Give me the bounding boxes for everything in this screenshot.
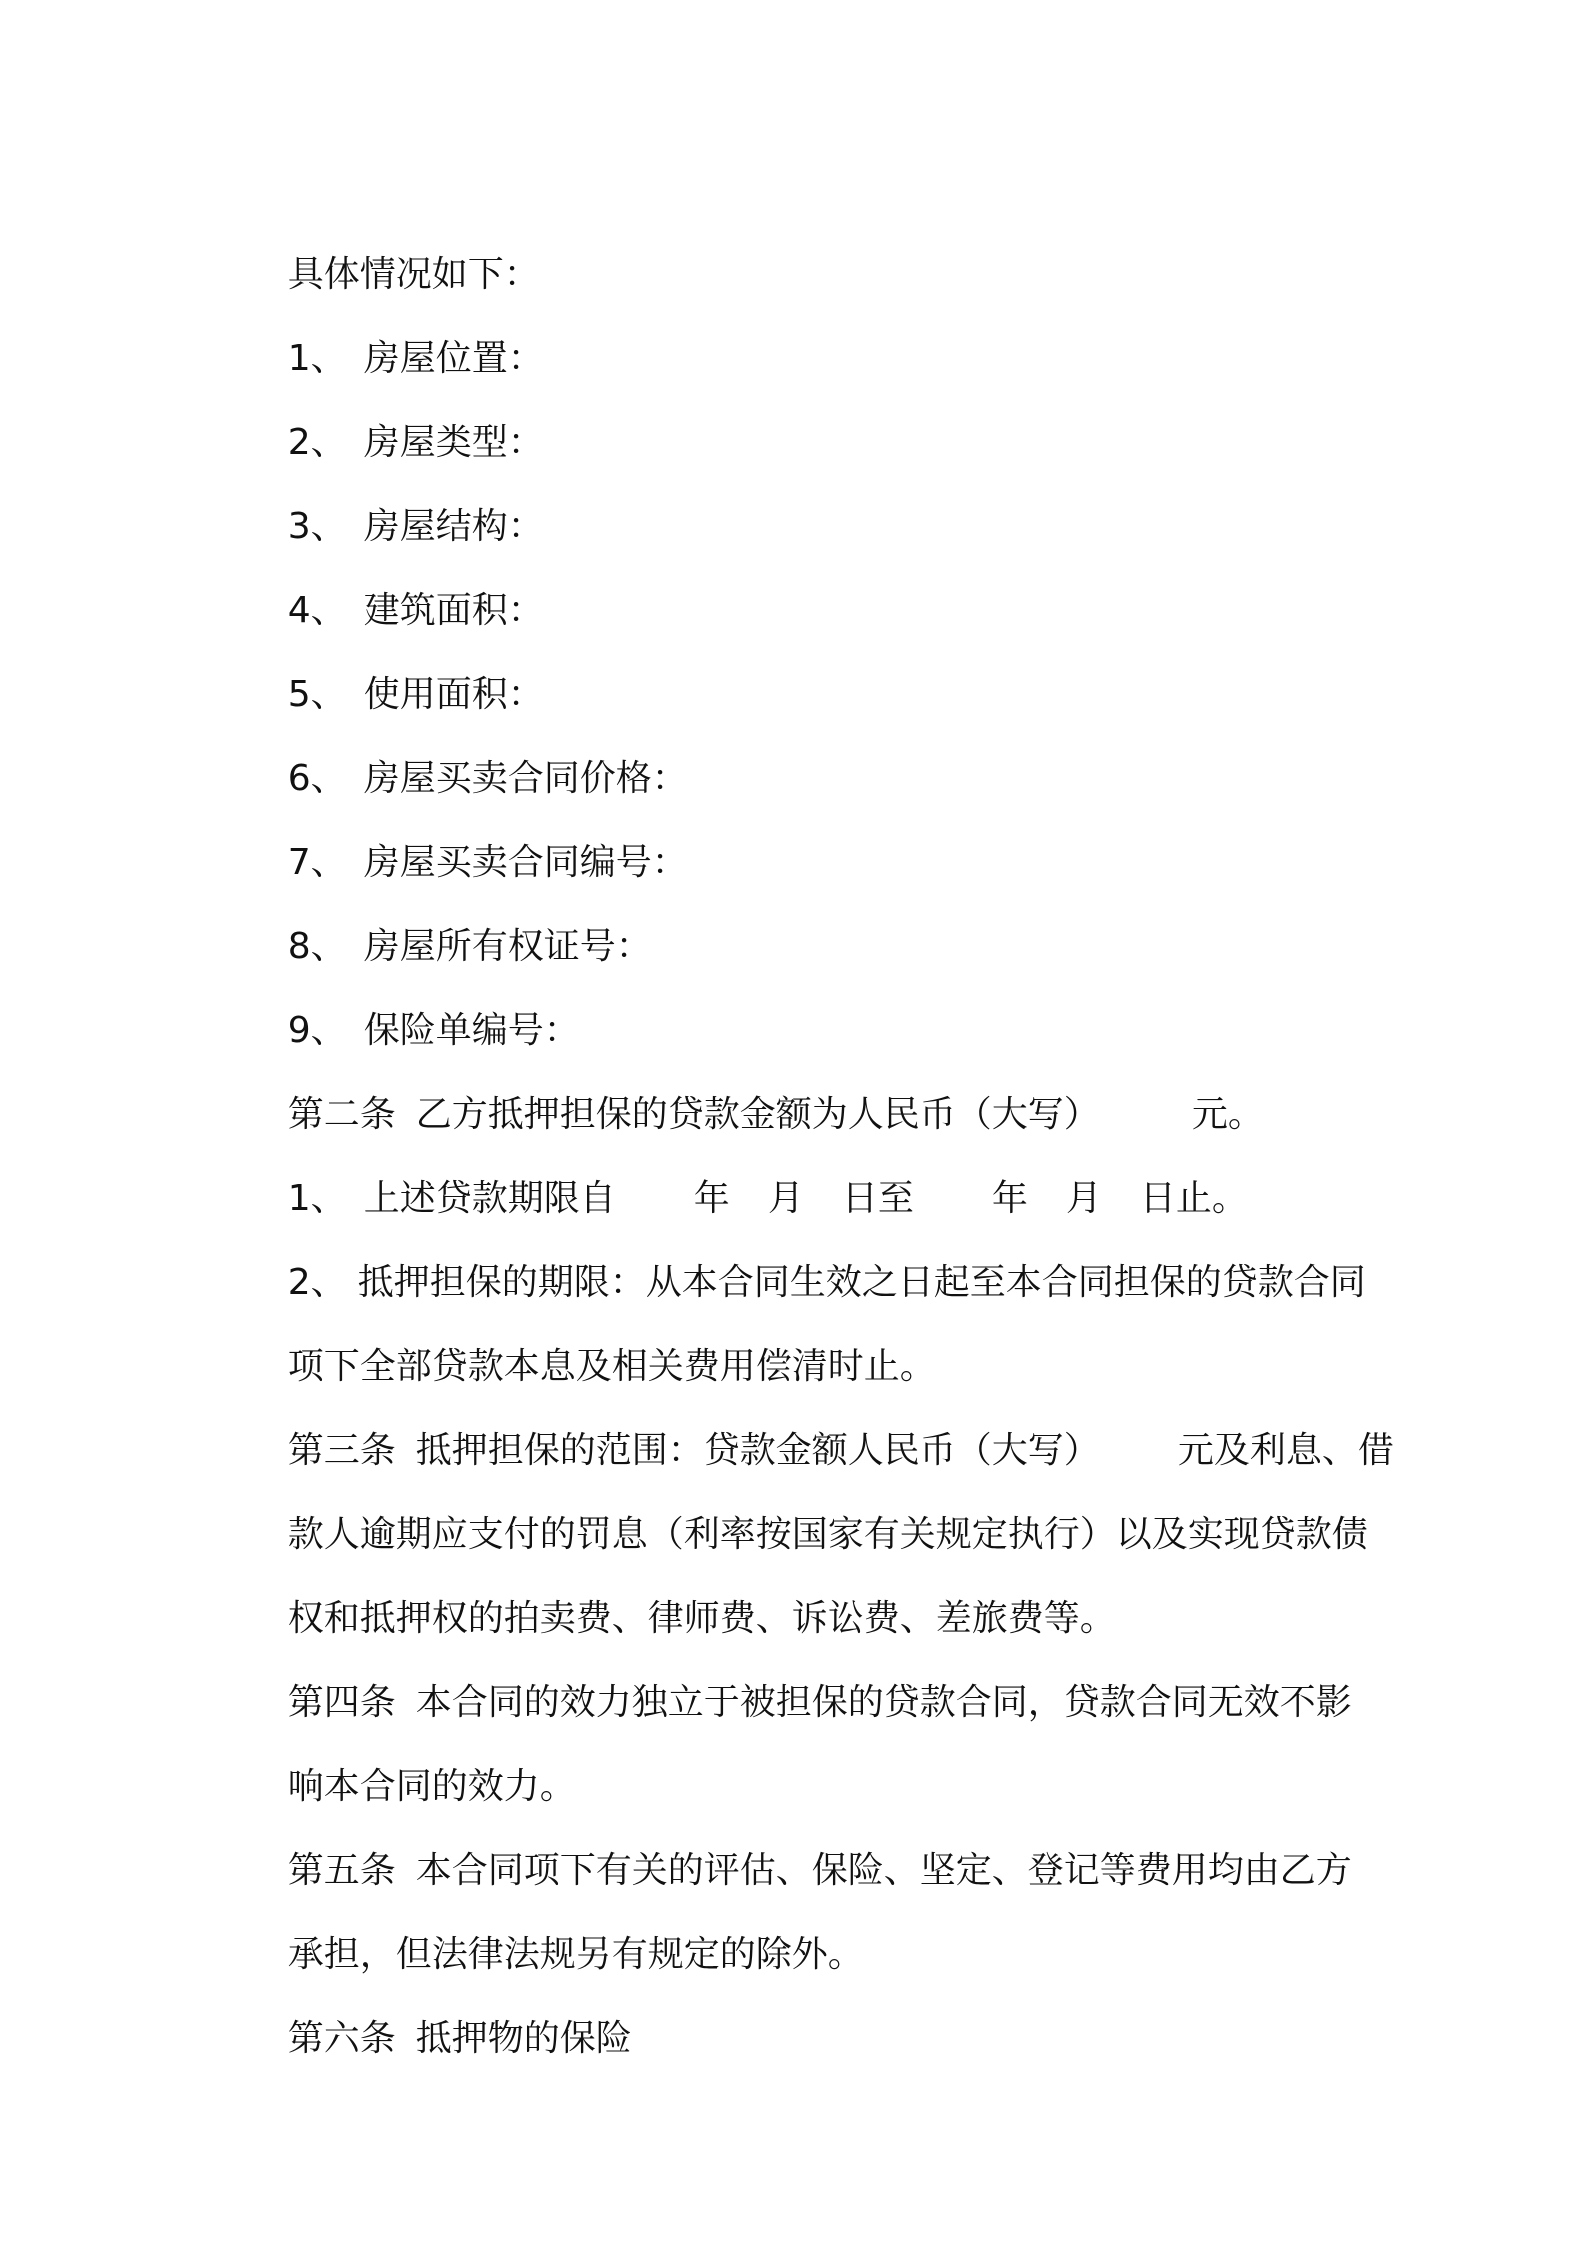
article-4-line-1 [242, 1631, 1352, 1723]
article-5-text: 承担，但法律法规另有规定的除外。 [287, 1934, 864, 1975]
item-label: 房屋所有权证号： [363, 926, 652, 967]
house-item-9 [242, 959, 580, 1051]
item-number: 9、 [287, 1010, 347, 1051]
year-label: 年 [693, 1178, 730, 1219]
item-number: 3、 [287, 506, 347, 547]
item-label: 房屋买卖合同价格： [363, 758, 688, 799]
house-item-1 [242, 287, 544, 379]
day-end-label: 日止。 [1139, 1178, 1248, 1219]
item-label: 保险单编号： [363, 1010, 580, 1051]
item-label: 建筑面积： [363, 590, 544, 631]
article-5-text: 本合同项下有关的评估、保险、坚定、登记等费用均由乙方 [415, 1850, 1352, 1891]
item-number: 8、 [287, 926, 347, 967]
item-label: 房屋结构： [363, 506, 544, 547]
item-label: 使用面积： [363, 674, 544, 715]
article-2-unit: 元。 [1191, 1094, 1264, 1135]
article-3-text-end: 元及利息、借 [1177, 1430, 1394, 1471]
article-3-text: 权和抵押权的拍卖费、律师费、诉讼费、差旅费等。 [287, 1598, 1116, 1639]
item-number: 2、 [287, 1262, 347, 1303]
article-3-text: 抵押担保的范围：贷款金额人民币（大写） [415, 1430, 1100, 1471]
day-to-label: 日至 [841, 1178, 914, 1219]
house-item-2 [242, 371, 544, 463]
article-2-line [242, 1043, 1264, 1135]
item-number: 1、 [287, 1178, 347, 1219]
year-label: 年 [991, 1178, 1028, 1219]
article-3-text: 款人逾期应支付的罚息（利率按国家有关规定执行）以及实现贷款债 [287, 1514, 1368, 1555]
item-number: 1、 [287, 338, 347, 379]
item-label: 房屋买卖合同编号： [363, 842, 688, 883]
article-4-line-2 [242, 1715, 576, 1807]
article-2-text: 乙方抵押担保的贷款金额为人民币（大写） [415, 1094, 1100, 1135]
article-3-line-1 [242, 1379, 1394, 1471]
house-item-7 [242, 791, 688, 883]
item-label: 房屋位置： [363, 338, 544, 379]
item-label: 房屋类型： [363, 422, 544, 463]
guarantee-period-line-1 [242, 1211, 1366, 1303]
house-item-6 [242, 707, 688, 799]
guarantee-period-line-2 [242, 1295, 936, 1387]
item-number: 7、 [287, 842, 347, 883]
article-5-title: 第五条 [287, 1850, 396, 1891]
loan-term-line [242, 1127, 1248, 1219]
article-4-text: 本合同的效力独立于被担保的贷款合同，贷款合同无效不影 [415, 1682, 1352, 1723]
house-item-8 [242, 875, 652, 967]
guarantee-period-text: 抵押担保的期限：从本合同生效之日起至本合同担保的贷款合同 [357, 1262, 1366, 1303]
month-label: 月 [767, 1178, 804, 1219]
item-number: 2、 [287, 422, 347, 463]
intro-line [242, 203, 540, 295]
guarantee-period-text: 项下全部贷款本息及相关费用偿清时止。 [287, 1346, 936, 1387]
article-6-text: 抵押物的保险 [415, 2018, 632, 2059]
intro-text: 具体情况如下： [287, 254, 540, 295]
house-item-5 [242, 623, 544, 715]
article-5-line-1 [242, 1799, 1352, 1891]
item-number: 5、 [287, 674, 347, 715]
house-item-4 [242, 539, 544, 631]
loan-term-from: 上述贷款期限自 [363, 1178, 616, 1219]
article-6-line [242, 1967, 632, 2059]
article-3-line-3 [242, 1547, 1116, 1639]
item-number: 4、 [287, 590, 347, 631]
article-2-title: 第二条 [287, 1094, 396, 1135]
article-3-line-2 [242, 1463, 1368, 1555]
house-item-3 [242, 455, 544, 547]
article-6-title: 第六条 [287, 2018, 396, 2059]
article-4-text: 响本合同的效力。 [287, 1766, 576, 1807]
item-number: 6、 [287, 758, 347, 799]
article-3-title: 第三条 [287, 1430, 396, 1471]
article-4-title: 第四条 [287, 1682, 396, 1723]
article-5-line-2 [242, 1883, 864, 1975]
month-label: 月 [1065, 1178, 1102, 1219]
